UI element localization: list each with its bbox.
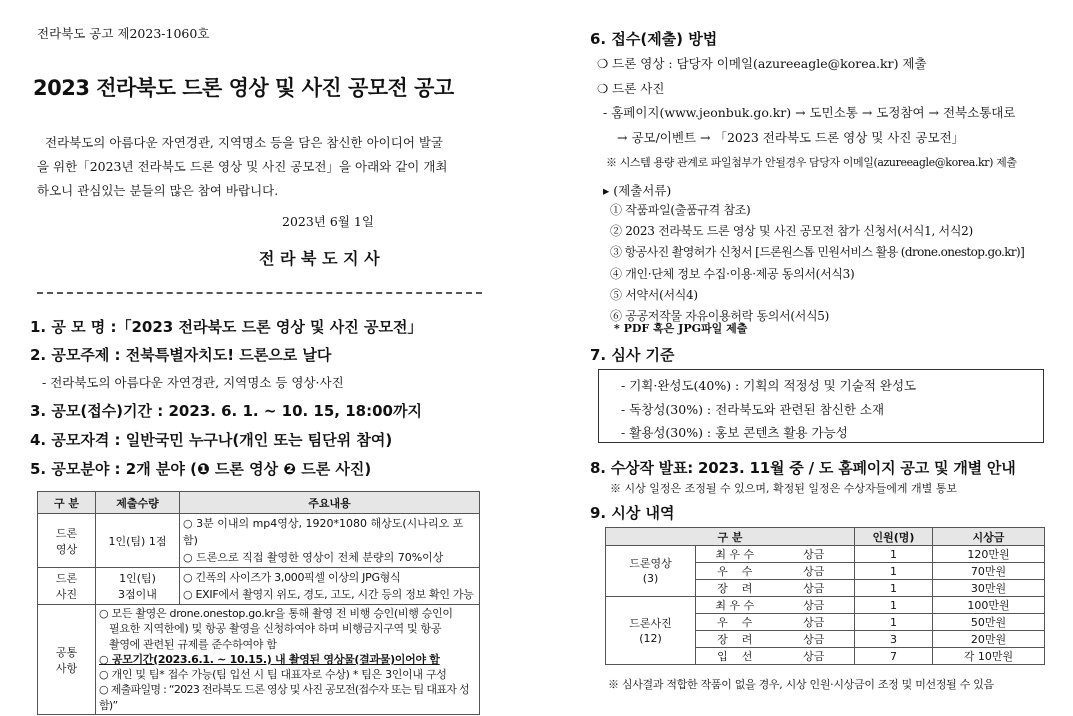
group-cell: 드론사진 (12) bbox=[606, 597, 696, 665]
section-1: 1. 공 모 명 :「2023 전라북도 드론 영상 및 사진 공모전」 bbox=[30, 318, 423, 336]
criteria-item: - 활용성(30%) : 홍보 콘텐츠 활용 가능성 bbox=[621, 425, 848, 440]
rank-cell: 우 수 bbox=[696, 614, 774, 631]
list-item: ⑤ 서약서(서식4) bbox=[610, 287, 698, 302]
table-header: 구 분 bbox=[606, 528, 855, 546]
section-5: 5. 공모분야 : 2개 분야 (❶ 드론 영상 ❷ 드론 사진) bbox=[30, 460, 372, 478]
page-title: 2023 전라북도 드론 영상 및 사진 공모전 공고 bbox=[33, 76, 454, 100]
content-cell: ○ 모든 촬영은 drone.onestop.go.kr을 통해 촬영 전 비행 승인(비행 승인이 필요한 지역한에) 및 항공 촬영을 신청하여야 하며 비행금지구역 및 항공 촬영에 관련된 규제를 준수하여야 함 ○ 공모기간(2023.6.1. ~ 10.15.) 내 촬영된 영상물(결과물)이어야 함 ○ 개인 및 팀* 접수 가능(팀 입선 시 팀 대표자로 수상) * 팀은 3인이내 구성 ○ 제출파일명 : “2023 전라북도 드론 영상 및 사진 공모전(접수자 또는 팀 대표자 성함)” bbox=[96, 605, 480, 715]
category-cell: 드론 사진 bbox=[38, 568, 96, 605]
kind-cell: 상금 bbox=[774, 631, 855, 648]
prize-cell: 50만원 bbox=[933, 614, 1045, 631]
section-4: 4. 공모자격 : 일반국민 누구나(개인 또는 팀단위 참여) bbox=[30, 431, 393, 449]
list-item: ③ 항공사진 촬영허가 신청서 [드론원스톱 민원서비스 활용 (drone.onestop.go.kr)] bbox=[610, 245, 1025, 260]
rank-cell: 최 우 수 bbox=[696, 597, 774, 614]
kind-cell: 상금 bbox=[774, 546, 855, 563]
table-row bbox=[606, 546, 1045, 563]
group-cell: 드론영상 (3) bbox=[606, 546, 696, 597]
divider bbox=[37, 292, 482, 294]
table-header: 주요내용 bbox=[180, 492, 480, 514]
table-header: 인원(명) bbox=[855, 528, 933, 546]
kind-cell: 상금 bbox=[774, 563, 855, 580]
section-2-detail: - 전라북도의 아름다운 자연경관, 지역명소 등 영상·사진 bbox=[42, 375, 344, 390]
quantity-cell: 1인(팀) 3점이내 bbox=[96, 568, 180, 605]
count-cell: 7 bbox=[855, 648, 933, 665]
prize-cell: 100만원 bbox=[933, 597, 1045, 614]
category-table bbox=[37, 491, 480, 715]
prize-cell: 70만원 bbox=[933, 563, 1045, 580]
count-cell: 1 bbox=[855, 614, 933, 631]
prize-cell: 20만원 bbox=[933, 631, 1045, 648]
prize-cell: 각 10만원 bbox=[933, 648, 1045, 665]
table-row bbox=[606, 597, 1045, 614]
submit-video-line: ❍ 드론 영상 : 담당자 이메일(azureeagle@korea.kr) 제출 bbox=[597, 56, 927, 71]
submit-note: ※ 시스템 용량 관계로 파일첨부가 안될경우 담당자 이메일(azureeagle@korea.kr) 제출 bbox=[606, 156, 1017, 169]
table-header: 제출수량 bbox=[96, 492, 180, 514]
kind-cell: 상금 bbox=[774, 648, 855, 665]
category-cell: 공통 사항 bbox=[38, 605, 96, 715]
rank-cell: 최 우 수 bbox=[696, 546, 774, 563]
docs-note: * PDF 혹은 JPG파일 제출 bbox=[614, 322, 748, 335]
criteria-item: - 독창성(30%) : 전라북도와 관련된 참신한 소재 bbox=[621, 402, 885, 417]
section-3: 3. 공모(접수)기간 : 2023. 6. 1. ~ 10. 15, 18:00까지 bbox=[30, 402, 422, 420]
intro-line: 을 위한「2023년 전라북도 드론 영상 및 사진 공모전」을 아래와 같이 개최 bbox=[37, 159, 448, 174]
submit-route-1: - 홈페이지(www.jeonbuk.go.kr) → 도민소통 → 도정참여 → 전북소통대로 bbox=[603, 105, 1016, 120]
section-8-heading: 8. 수상작 발표: 2023. 11월 중 / 도 홈페이지 공고 및 개별 안내 bbox=[590, 459, 1016, 477]
notice-number: 전라북도 공고 제2023-1060호 bbox=[37, 26, 210, 41]
category-cell: 드론 영상 bbox=[38, 514, 96, 568]
list-item: ④ 개인·단체 정보 수집·이용·제공 동의서(서식3) bbox=[610, 266, 855, 281]
rank-cell: 장 려 bbox=[696, 580, 774, 597]
content-cell: ○ 3분 이내의 mp4영상, 1920*1080 해상도(시나리오 포함) ○ 드론으로 직접 촬영한 영상이 전체 분량의 70%이상 bbox=[180, 514, 480, 568]
list-item: ① 작품파일(출품규격 참조) bbox=[610, 203, 751, 217]
awards-footnote: ※ 심사결과 적합한 작품이 없을 경우, 시상 인원·시상금이 조정 및 미선정될 수 있음 bbox=[608, 678, 994, 691]
intro-line: 하오니 관심있는 분들의 많은 참여 바랍니다. bbox=[37, 183, 279, 198]
table-row bbox=[38, 514, 480, 568]
section-2: 2. 공모주제 : 전북특별자치도! 드론으로 날다 bbox=[30, 346, 332, 364]
section-8-note: ※ 시상 일정은 조정될 수 있으며, 확정된 일정은 수상자들에게 개별 통보 bbox=[610, 482, 957, 495]
table-row bbox=[38, 568, 480, 605]
count-cell: 3 bbox=[855, 631, 933, 648]
docs-list bbox=[610, 200, 1024, 327]
docs-heading: ▸ (제출서류) bbox=[603, 183, 672, 198]
rank-cell: 우 수 bbox=[696, 563, 774, 580]
prize-cell: 120만원 bbox=[933, 546, 1045, 563]
issuer: 전 라 북 도 지 사 bbox=[259, 249, 380, 268]
count-cell: 1 bbox=[855, 597, 933, 614]
count-cell: 1 bbox=[855, 563, 933, 580]
table-header: 시상금 bbox=[933, 528, 1045, 546]
rank-cell: 장 려 bbox=[696, 631, 774, 648]
content-cell: ○ 긴폭의 사이즈가 3,000픽셀 이상의 JPG형식 ○ EXIF에서 촬영지 위도, 경도, 고도, 시간 등의 정보 확인 가능 bbox=[180, 568, 480, 605]
table-header-row bbox=[606, 528, 1045, 546]
quantity-cell: 1인(팀) 1점 bbox=[96, 514, 180, 568]
intro-paragraph bbox=[37, 131, 448, 203]
table-row bbox=[38, 605, 480, 715]
section-7-heading: 7. 심사 기준 bbox=[590, 346, 675, 364]
intro-line: 전라북도의 아름다운 자연경관, 지역명소 등을 담은 참신한 아이디어 발굴 bbox=[45, 135, 444, 150]
table-header-row bbox=[38, 492, 480, 514]
criteria-box bbox=[598, 369, 1044, 443]
list-item: ⑥ 공공저작물 자유이용허락 동의서(서식5) bbox=[610, 309, 830, 324]
table-header: 구 분 bbox=[38, 492, 96, 514]
kind-cell: 상금 bbox=[774, 580, 855, 597]
prize-cell: 30만원 bbox=[933, 580, 1045, 597]
submit-photo-line: ❍ 드론 사진 bbox=[597, 81, 665, 96]
count-cell: 1 bbox=[855, 546, 933, 563]
awards-table bbox=[605, 527, 1045, 665]
kind-cell: 상금 bbox=[774, 614, 855, 631]
notice-date: 2023년 6월 1일 bbox=[282, 214, 374, 229]
list-item: ② 2023 전라북도 드론 영상 및 사진 공모전 참가 신청서(서식1, 서식2) bbox=[610, 224, 973, 239]
submit-route-2: → 공모/이벤트 → 「2023 전라북도 드론 영상 및 사진 공모전」 bbox=[617, 130, 965, 145]
rank-cell: 입 선 bbox=[696, 648, 774, 665]
kind-cell: 상금 bbox=[774, 597, 855, 614]
section-6-heading: 6. 접수(제출) 방법 bbox=[590, 30, 718, 48]
count-cell: 1 bbox=[855, 580, 933, 597]
criteria-item: - 기획·완성도(40%) : 기획의 적정성 및 기술적 완성도 bbox=[621, 378, 917, 393]
section-9-heading: 9. 시상 내역 bbox=[590, 504, 675, 522]
